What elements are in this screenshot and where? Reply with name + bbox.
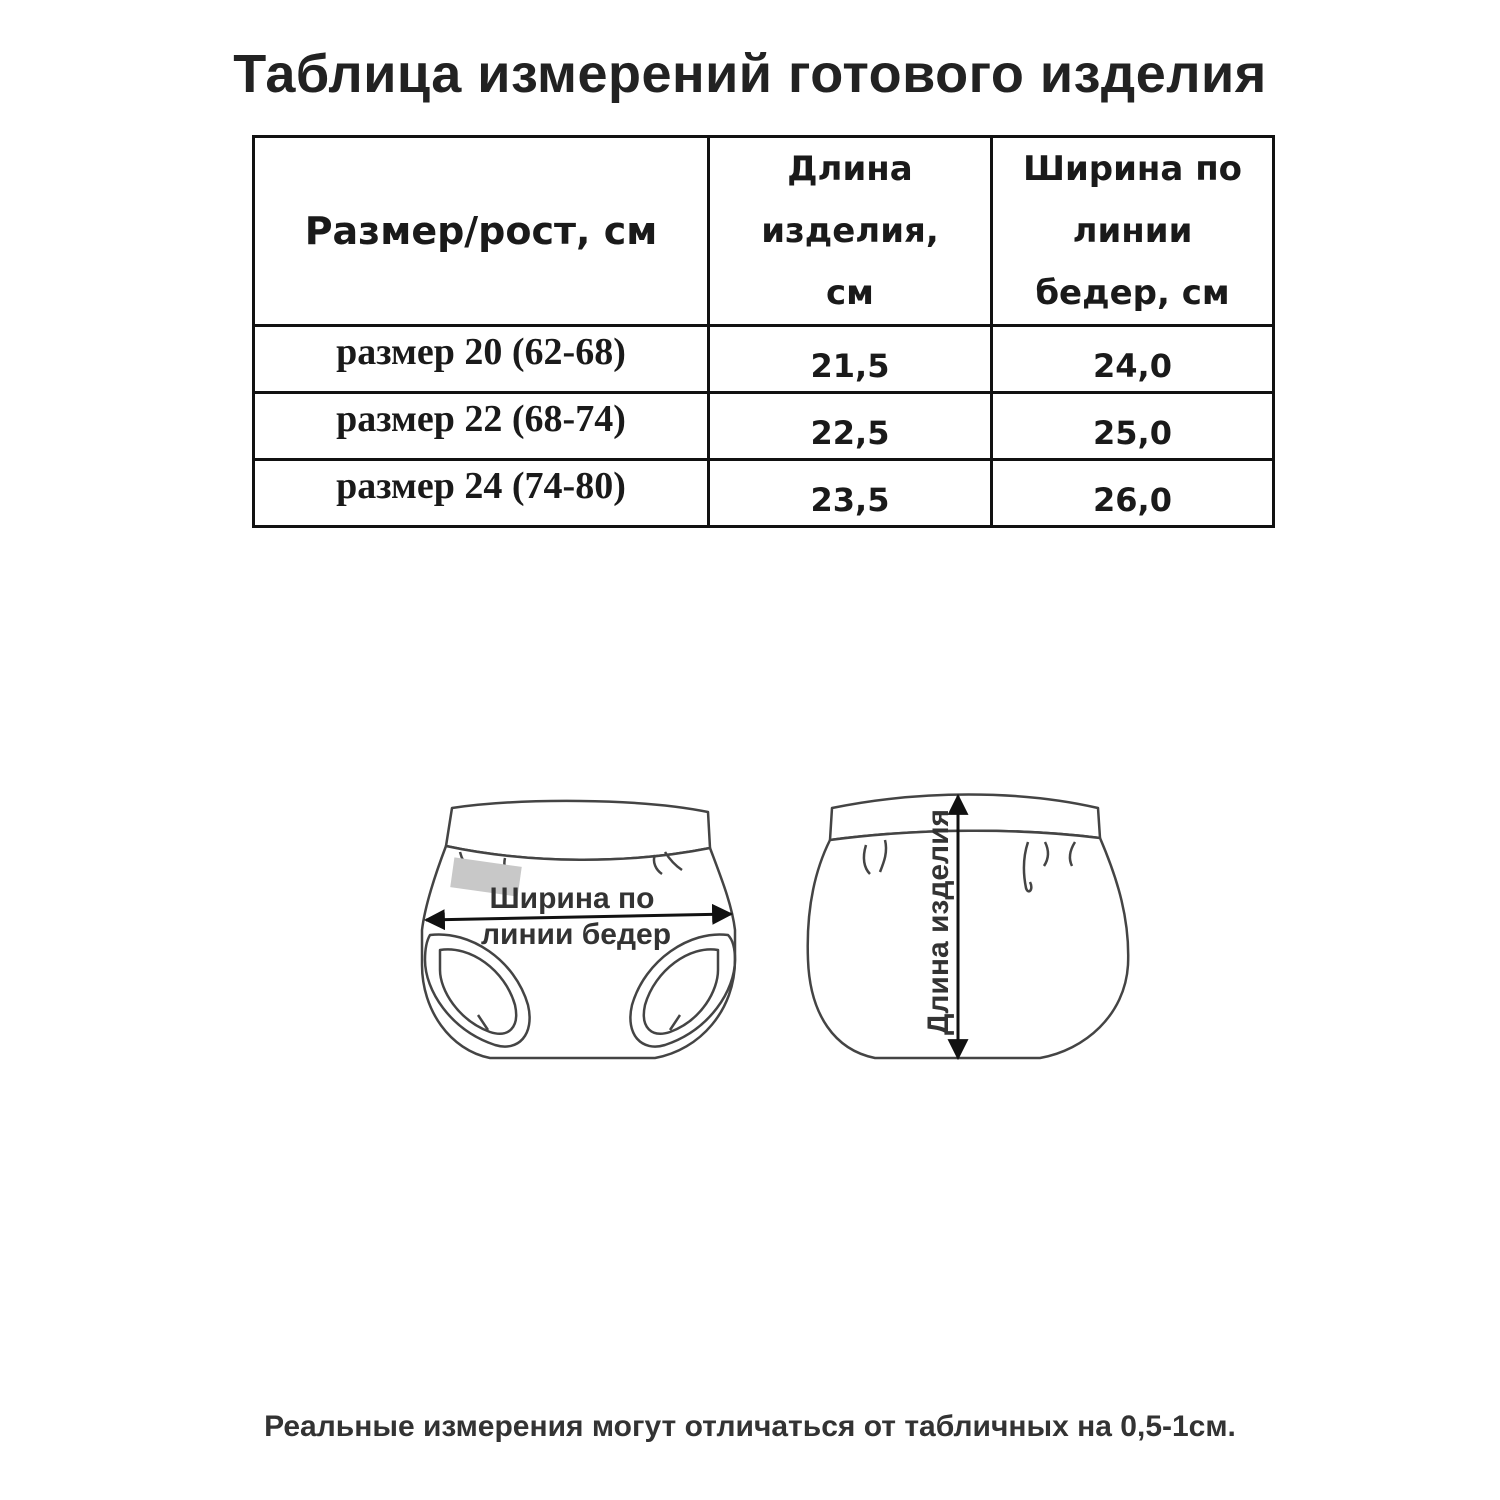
cell-size: размер 24 (74-80) <box>254 460 709 527</box>
header-size: Размер/рост, см <box>254 137 709 326</box>
cell-hip-width: 26,0 <box>992 460 1274 527</box>
cell-hip-width: 24,0 <box>992 326 1274 393</box>
table-row <box>254 460 1274 527</box>
table-header-row <box>254 137 1274 326</box>
header-hip-width: Ширина по линии бедер, см <box>992 137 1274 326</box>
page-title: Таблица измерений готового изделия <box>233 44 1267 104</box>
hip-width-label-line1: Ширина по <box>489 882 655 915</box>
size-table <box>252 135 1275 528</box>
cell-size: размер 22 (68-74) <box>254 393 709 460</box>
cell-size: размер 20 (62-68) <box>254 326 709 393</box>
garment-diagram <box>0 760 1500 1090</box>
cell-length: 23,5 <box>709 460 992 527</box>
footnote: Реальные измерения могут отличаться от табличных на 0,5-1см. <box>264 1410 1236 1443</box>
cell-hip-width: 25,0 <box>992 393 1274 460</box>
header-length: Длина изделия, см <box>709 137 992 326</box>
cell-length: 22,5 <box>709 393 992 460</box>
cell-length: 21,5 <box>709 326 992 393</box>
length-label: Длина изделия <box>922 808 955 1036</box>
table-row <box>254 393 1274 460</box>
table-row <box>254 326 1274 393</box>
back-view-outline <box>808 795 1128 1059</box>
hip-width-label-line2: линии бедер <box>480 918 672 951</box>
